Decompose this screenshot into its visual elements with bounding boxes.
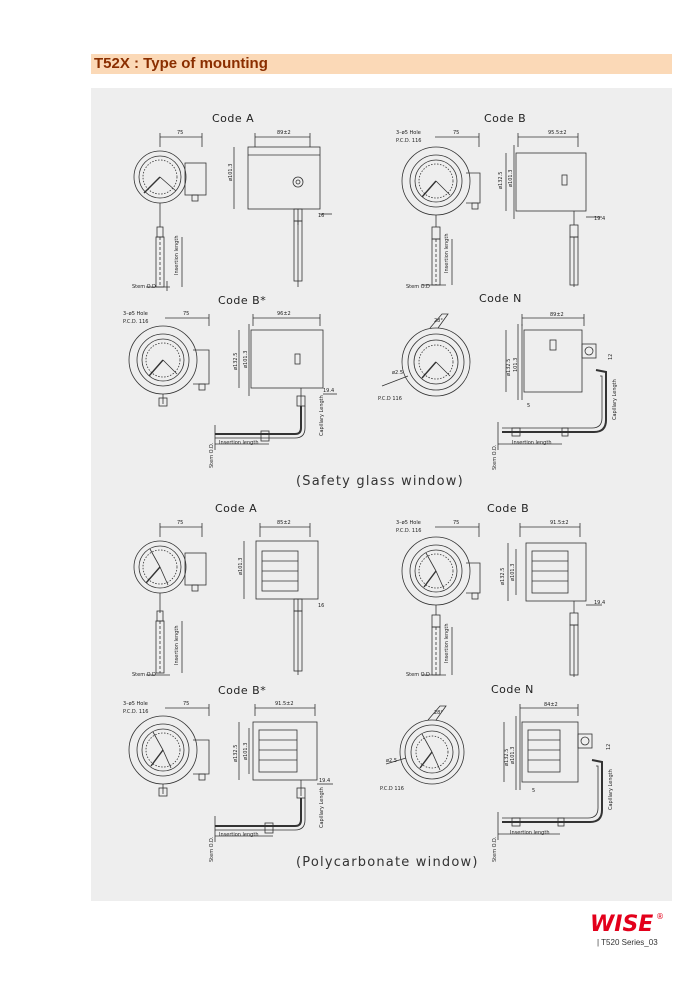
svg-text:ø101.3: ø101.3 (243, 742, 249, 760)
svg-text:ø101.3: ø101.3 (510, 746, 516, 764)
svg-text:28°: 28° (434, 318, 443, 324)
svg-text:P.C.D. 116: P.C.D. 116 (396, 138, 422, 144)
svg-text:ø132.5: ø132.5 (233, 352, 239, 370)
svg-text:P.C.D. 116: P.C.D. 116 (123, 709, 149, 715)
svg-text:89±2: 89±2 (277, 130, 291, 136)
svg-text:91.5±2: 91.5±2 (550, 520, 569, 526)
code-n-pc-drawing (372, 700, 622, 870)
series-text: T520 Series_03 (601, 938, 658, 947)
title-bar (91, 54, 672, 74)
svg-text:5: 5 (532, 788, 536, 794)
svg-text:Stem O.D.: Stem O.D. (492, 836, 498, 862)
brand-wordmark: WISE (590, 912, 654, 937)
svg-text:75: 75 (177, 130, 184, 136)
svg-text:12: 12 (608, 353, 614, 360)
svg-text:19.4: 19.4 (323, 388, 335, 394)
svg-text:Insertion length: Insertion length (512, 440, 552, 446)
svg-text:ø132.5: ø132.5 (506, 358, 512, 376)
svg-text:Stem O.D: Stem O.D (132, 672, 156, 678)
svg-text:ø101.3: ø101.3 (243, 350, 249, 368)
code-label: Code N (491, 683, 534, 696)
section-caption: (Safety glass window) (296, 474, 464, 489)
svg-text:12: 12 (606, 743, 612, 750)
code-n-drawing (372, 310, 622, 475)
svg-text:ø2.5: ø2.5 (392, 370, 404, 376)
svg-text:Insertion length: Insertion length (219, 440, 259, 446)
svg-text:75: 75 (453, 520, 460, 526)
code-label: Code A (212, 112, 255, 125)
svg-text:Insertion length: Insertion length (444, 233, 450, 273)
svg-text:75: 75 (183, 701, 190, 707)
svg-text:3–ø5 Hole: 3–ø5 Hole (396, 130, 421, 136)
code-a-pc-drawing (120, 515, 350, 685)
svg-text:Stem O.D.: Stem O.D. (209, 836, 215, 862)
svg-text:Capillary Length: Capillary Length (612, 379, 618, 420)
section-caption: (Polycarbonate window) (296, 855, 479, 870)
svg-text:84±2: 84±2 (544, 702, 558, 708)
svg-text:Stem O.D.: Stem O.D. (492, 444, 498, 470)
code-b-drawing (388, 125, 618, 295)
svg-text:75: 75 (177, 520, 184, 526)
svg-text:75: 75 (453, 130, 460, 136)
svg-text:ø101.3: ø101.3 (238, 557, 244, 575)
code-label: Code B* (218, 294, 267, 307)
svg-text:ø132.5: ø132.5 (498, 171, 504, 189)
code-b-star-pc-drawing (115, 700, 355, 870)
code-label: Code B (487, 502, 530, 515)
svg-text:ø2.5: ø2.5 (386, 758, 398, 764)
svg-text:P.C.D. 116: P.C.D. 116 (396, 528, 422, 534)
svg-text:P.C.D. 116: P.C.D. 116 (123, 319, 149, 325)
svg-text:P.C.D 116: P.C.D 116 (378, 396, 402, 402)
svg-text:Capillary Length: Capillary Length (319, 395, 325, 436)
svg-text:Insertion length: Insertion length (174, 235, 180, 275)
code-b-pc-drawing (388, 515, 618, 685)
svg-text:91.5±2: 91.5±2 (275, 701, 294, 707)
svg-text:3–ø5 Hole: 3–ø5 Hole (123, 701, 148, 707)
registered-mark: ® (656, 912, 664, 921)
svg-text:16: 16 (318, 213, 325, 219)
svg-text:16: 16 (318, 603, 325, 609)
svg-text:Insertion length: Insertion length (444, 623, 450, 663)
svg-text:5: 5 (527, 403, 531, 409)
code-label: Code N (479, 292, 522, 305)
svg-text:ø132.5: ø132.5 (233, 744, 239, 762)
svg-text:95.5±2: 95.5±2 (548, 130, 567, 136)
svg-text:P.C.D 116: P.C.D 116 (380, 786, 404, 792)
svg-text:ø132.5: ø132.5 (504, 748, 510, 766)
svg-text:ø101.3: ø101.3 (510, 563, 516, 581)
code-a-drawing (120, 125, 350, 295)
svg-text:Capillary Length: Capillary Length (608, 769, 614, 810)
svg-text:75: 75 (183, 311, 190, 317)
svg-text:3–ø5 Hole: 3–ø5 Hole (123, 311, 148, 317)
svg-text:89±2: 89±2 (550, 312, 564, 318)
svg-text:Stem O.D.: Stem O.D. (209, 442, 215, 468)
svg-text:Stem O.D: Stem O.D (406, 284, 430, 290)
wise-logo (588, 909, 668, 937)
svg-text:Stem O.D: Stem O.D (406, 672, 430, 678)
svg-text:19.4: 19.4 (319, 778, 331, 784)
code-label: Code A (215, 502, 258, 515)
svg-text:Stem O.D: Stem O.D (132, 284, 156, 290)
svg-text:101.3: 101.3 (513, 357, 519, 372)
svg-text:28°: 28° (434, 710, 443, 716)
svg-text:Capillary Length: Capillary Length (319, 787, 325, 828)
svg-text:Insertion length: Insertion length (219, 832, 259, 838)
svg-text:19.4: 19.4 (594, 600, 606, 606)
page-title: T52X : Type of mounting (94, 55, 268, 72)
svg-text:85±2: 85±2 (277, 520, 291, 526)
svg-text:19.4: 19.4 (594, 216, 606, 222)
code-label: Code B (484, 112, 527, 125)
svg-text:ø101.3: ø101.3 (228, 163, 234, 181)
svg-text:ø132.5: ø132.5 (500, 567, 506, 585)
svg-text:ø101.3: ø101.3 (508, 169, 514, 187)
svg-text:Insertion length: Insertion length (174, 625, 180, 665)
code-label: Code B* (218, 684, 267, 697)
svg-text:Insertion length: Insertion length (510, 830, 550, 836)
svg-text:96±2: 96±2 (277, 311, 291, 317)
svg-text:3–ø5 Hole: 3–ø5 Hole (396, 520, 421, 526)
series-label: | T520 Series_03 (597, 938, 658, 947)
code-b-star-drawing (115, 310, 355, 475)
